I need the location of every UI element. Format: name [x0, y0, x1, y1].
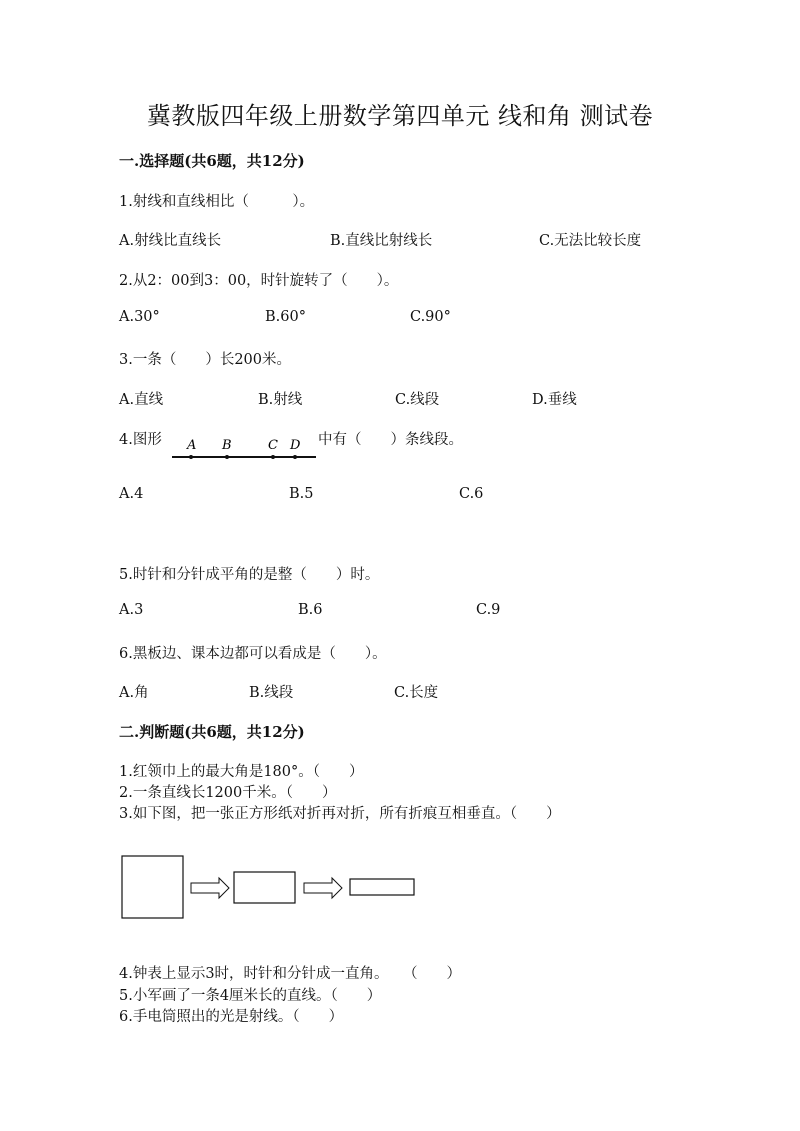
- question-3-option-b: B.射线: [258, 392, 303, 408]
- question-3-option-c: C.线段: [395, 392, 440, 408]
- question-1-option-a: A.射线比直线长: [119, 233, 222, 249]
- question-4-stem-after: 中有（ ）条线段。: [318, 432, 463, 448]
- arrow-right-icon: [304, 878, 342, 898]
- judgement-item-2: 2.一条直线长1200千米。（ ）: [119, 785, 337, 801]
- question-4-option-a: A.4: [119, 486, 144, 502]
- figure-label-a: A: [187, 438, 197, 453]
- figure-label-c: C: [268, 438, 278, 453]
- question-4-option-b: B.5: [289, 486, 314, 502]
- question-2-option-a: A.30°: [119, 309, 160, 325]
- question-6-option-a: A.角: [119, 685, 149, 701]
- question-5-option-a: A.3: [119, 602, 144, 618]
- question-4-option-c: C.6: [459, 486, 484, 502]
- judgement-item-6: 6.手电筒照出的光是射线。（ ）: [119, 1009, 344, 1025]
- figure-point-d: [293, 455, 297, 459]
- figure-label-b: B: [222, 438, 232, 453]
- question-1-option-c: C.无法比较长度: [539, 233, 642, 249]
- question-6-option-b: B.线段: [249, 685, 294, 701]
- figure-point-b: [225, 455, 229, 459]
- question-5-stem: 5.时针和分针成平角的是整（ ）时。: [119, 567, 380, 583]
- question-6-stem: 6.黑板边、课本边都可以看成是（ ）。: [119, 646, 387, 662]
- arrow-right-icon: [191, 878, 229, 898]
- question-3-option-d: D.垂线: [532, 392, 577, 408]
- figure-point-a: [189, 455, 193, 459]
- question-1-stem: 1.射线和直线相比（ ）。: [119, 194, 315, 210]
- question-2-option-b: B.60°: [265, 309, 306, 325]
- line-segment-figure: [168, 434, 320, 466]
- judgement-item-5: 5.小军画了一条4厘米长的直线。（ ）: [119, 988, 382, 1004]
- page-title: 冀教版四年级上册数学第四单元 线和角 测试卷: [146, 102, 654, 130]
- question-3-option-a: A.直线: [119, 392, 164, 408]
- folded-once-paper: [234, 872, 295, 903]
- question-2-stem: 2.从2：00到3：00，时针旋转了（ ）。: [119, 273, 399, 289]
- paper-folding-figure: [118, 852, 420, 922]
- figure-point-c: [271, 455, 275, 459]
- folded-twice-paper: [350, 879, 414, 895]
- question-6-option-c: C.长度: [394, 685, 439, 701]
- question-2-option-c: C.90°: [410, 309, 451, 325]
- figure-label-d: D: [290, 438, 301, 453]
- section-heading-choice: 一.选择题(共6题，共12分): [119, 152, 305, 170]
- question-3-stem: 3.一条（ ）长200米。: [119, 352, 292, 368]
- question-5-option-b: B.6: [298, 602, 323, 618]
- section-heading-judgement: 二.判断题(共6题，共12分): [119, 723, 305, 741]
- question-1-option-b: B.直线比射线长: [330, 233, 433, 249]
- judgement-item-1: 1.红领巾上的最大角是180°。（ ）: [119, 764, 364, 780]
- judgement-item-4: 4.钟表上显示3时，时针和分针成一直角。 （ ）: [119, 966, 462, 982]
- question-5-option-c: C.9: [476, 602, 501, 618]
- judgement-item-3: 3.如下图，把一张正方形纸对折再对折，所有折痕互相垂直。（ ）: [119, 806, 561, 822]
- square-paper: [122, 856, 183, 918]
- question-4-stem-before: 4.图形: [119, 432, 162, 448]
